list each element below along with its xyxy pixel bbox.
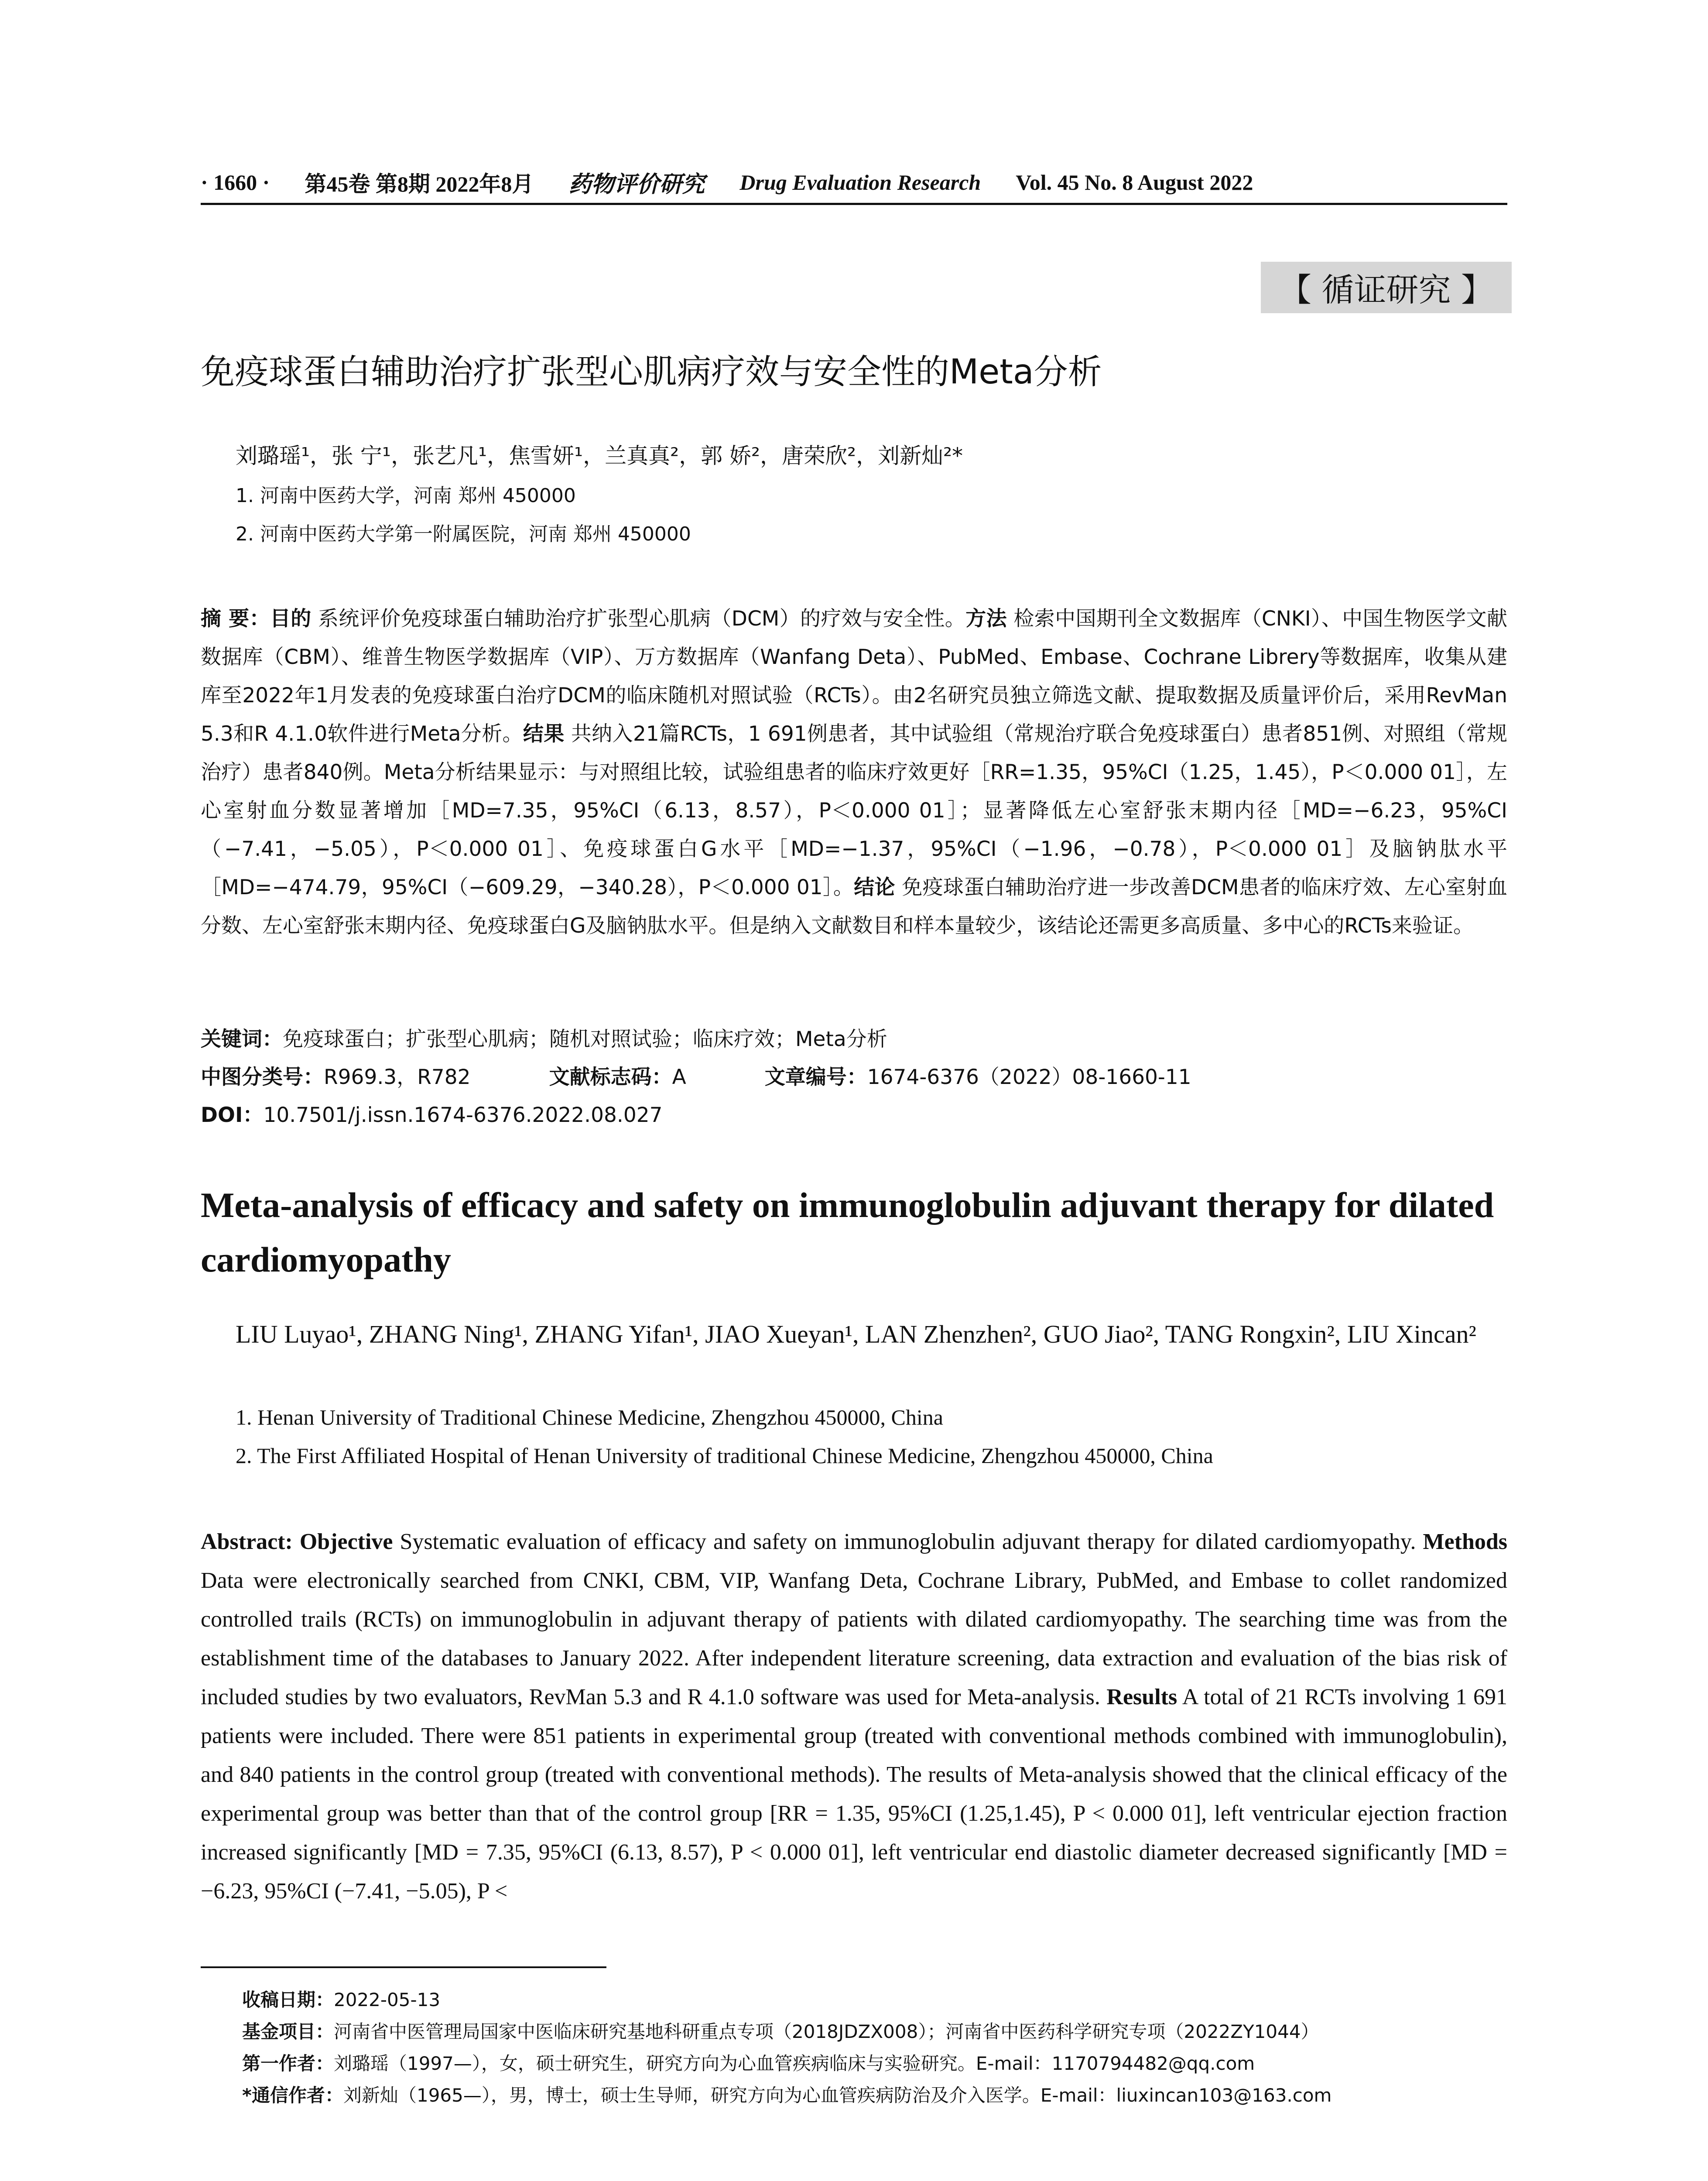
affiliation-cn-1: 1. 河南中医药大学，河南 郑州 450000 <box>236 485 576 507</box>
affiliation-cn-2: 2. 河南中医药大学第一附属医院，河南 郑州 450000 <box>236 523 691 545</box>
volume-en: Vol. 45 No. 8 August 2022 <box>1016 170 1253 195</box>
page-number: · 1660 · <box>201 170 270 195</box>
footnote-label: 收稿日期： <box>242 1989 334 2010</box>
objective-en: Systematic evaluation of efficacy and safety on immunoglobulin adjuvant therapy for dilated cardiomyopathy. <box>400 1529 1416 1554</box>
affiliation-en-2: 2. The First Affiliated Hospital of Henan University of traditional Chinese Medicine, Zhengzhou 450000, China <box>236 1443 1213 1468</box>
methods-en-label: Methods <box>1423 1529 1508 1554</box>
methods-en: Data were electronically searched from CNKI, CBM, VIP, Wanfang Deta, Cochrane Library, PubMed, and Embase to collet randomized controlled trails (RCTs) on immunoglobulin in adjuvant therapy of patients with dilated cardiomyopathy. The searching time was from the establishment time of the databases to January 2022. After independent literature screening, data extraction and evaluation of the bias risk of included studies by two evaluators, RevMan 5.3 and R 4.1.0 software was used for Meta-analysis. <box>201 1568 1507 1709</box>
methods-cn-label: 方法 <box>965 607 1007 631</box>
footnote-text: 2022-05-13 <box>334 1989 441 2010</box>
footnote-received <box>242 1986 440 2012</box>
objective-cn: 系统评价免疫球蛋白辅助治疗扩张型心肌病（DCM）的疗效与安全性。 <box>318 607 966 631</box>
abstract-en <box>201 1522 1507 1911</box>
clc-value: R969.3，R782 <box>324 1065 471 1089</box>
title-cn: 免疫球蛋白辅助治疗扩张型心肌病疗效与安全性的Meta分析 <box>201 352 1102 392</box>
objective-cn-label: 目的 <box>270 607 311 631</box>
objective-en-label: Objective <box>299 1529 393 1554</box>
authors-cn: 刘璐瑶¹，张 宁¹，张艺凡¹，焦雪妍¹，兰真真²，郭 娇²，唐荣欣²，刘新灿²* <box>236 443 963 468</box>
affiliation-en-1: 1. Henan University of Traditional Chinese Medicine, Zhengzhou 450000, China <box>236 1405 943 1429</box>
abstract-cn <box>201 600 1507 945</box>
journal-name-en: Drug Evaluation Research <box>739 170 981 195</box>
doc-code-value: A <box>672 1065 686 1089</box>
authors-en: LIU Luyao¹, ZHANG Ning¹, ZHANG Yifan¹, JIAO Xueyan¹, LAN Zhenzhen², GUO Jiao², TANG Rongxin², LIU Xincan² <box>236 1320 1476 1348</box>
footnote-rule <box>201 1966 606 1968</box>
conclusion-cn-label: 结论 <box>854 875 895 899</box>
clc-label: 中图分类号： <box>201 1065 324 1089</box>
doi-line <box>201 1099 663 1128</box>
abstract-cn-label: 摘 要： <box>201 607 270 631</box>
results-en-label: Results <box>1106 1685 1177 1709</box>
methods-cn: 检索中国期刊全文数据库（CNKI）、中国生物医学文献数据库（CBM）、维普生物医学数据库（VIP）、万方数据库（Wanfang Deta）、PubMed、Embase、Cochrane Librery等数据库，收集从建库至2022年1月发表的免疫球蛋白治疗DCM的临床随机对照试验（RCTs）。由2名研究员独立筛选文献、提取数据及质量评价后，采用RevMan 5.3和R 4.1.0软件进行Meta分析。 <box>201 607 1507 746</box>
keywords-line <box>201 1023 887 1052</box>
doc-code-label: 文献标志码： <box>549 1065 672 1089</box>
results-en: A total of 21 RCTs involving 1 691 patients were included. There were 851 patients in experimental group (treated with conventional methods combined with immunoglobulin), and 840 patients in the control group (treated with conventional methods). The results of Meta-analysis showed that the clinical efficacy of the experimental group was better than that of the control group [RR = 1.35, 95%CI (1.25,1.45), P < 0.000 01], left ventricular ejection fraction increased significantly [MD = 7.35, 95%CI (6.13, 8.57), P < 0.000 01], left ventricular end diastolic diameter decreased significantly [MD = −6.23, 95%CI (−7.41, −5.05), P < <box>201 1685 1508 1904</box>
footnote-text: 刘璐瑶（1997—），女，硕士研究生，研究方向为心血管疾病临床与实验研究。E-mail：1170794482@qq.com <box>334 2053 1255 2074</box>
running-head <box>201 166 1507 198</box>
keywords-text: 免疫球蛋白；扩张型心肌病；随机对照试验；临床疗效；Meta分析 <box>283 1027 887 1051</box>
footnote-label: *通信作者： <box>242 2085 343 2106</box>
title-en: Meta-analysis of efficacy and safety on immunoglobulin adjuvant therapy for dilated cardiomyopathy <box>201 1185 1494 1279</box>
keywords-label: 关键词： <box>201 1027 283 1051</box>
footnote-text: 刘新灿（1965—），男，博士，硕士生导师，研究方向为心血管疾病防治及介入医学。E-mail：liuxincan103@163.com <box>343 2085 1332 2106</box>
classification-line <box>201 1061 1191 1090</box>
footnote-label: 第一作者： <box>242 2053 334 2074</box>
journal-name-cn: 药物评价研究 <box>568 171 705 198</box>
section-tag: 【 循证研究 】 <box>1261 262 1512 313</box>
doi-link[interactable]: 10.7501/j.issn.1674-6376.2022.08.027 <box>263 1103 663 1127</box>
results-cn: 共纳入21篇RCTs，1 691例患者，其中试验组（常规治疗联合免疫球蛋白）患者851例、对照组（常规治疗）患者840例。Meta分析结果显示：与对照组比较，试验组患者的临床疗效更好［RR=1.35，95%CI（1.25，1.45），P＜0.000 01］，左心室射血分数显著增加［MD=7.35，95%CI（6.13，8.57），P＜0.000 01］；显著降低左心室舒张末期内径［MD=−6.23，95%CI（−7.41，−5.05），P＜0.000 01］、免疫球蛋白G水平［MD=−1.37，95%CI（−1.96，−0.78），P＜0.000 01］及脑钠肽水平［MD=−474.79，95%CI（−609.29，−340.28），P＜0.000 01］。 <box>201 722 1507 899</box>
footnote-first-author <box>242 2049 1255 2075</box>
header-rule <box>201 203 1507 205</box>
results-cn-label: 结果 <box>523 722 565 746</box>
abstract-en-label: Abstract: <box>201 1529 293 1554</box>
article-number-value: 1674-6376（2022）08-1660-11 <box>867 1065 1191 1089</box>
doi-label: DOI： <box>201 1103 264 1127</box>
footnote-label: 基金项目： <box>242 2021 334 2042</box>
conclusion-cn: 免疫球蛋白辅助治疗进一步改善DCM患者的临床疗效、左心室射血分数、左心室舒张末期内径、免疫球蛋白G及脑钠肽水平。但是纳入文献数目和样本量较少，该结论还需更多高质量、多中心的RCTs来验证。 <box>201 875 1507 938</box>
footnote-text: 河南省中医管理局国家中医临床研究基地科研重点专项（2018JDZX008）；河南省中医药科学研究专项（2022ZY1044） <box>334 2021 1319 2042</box>
article-number-label: 文章编号： <box>764 1065 867 1089</box>
footnote-funding <box>242 2017 1319 2044</box>
footnote-corresponding <box>242 2081 1331 2107</box>
volume-cn: 第45卷 第8期 2022年8月 <box>305 171 534 196</box>
